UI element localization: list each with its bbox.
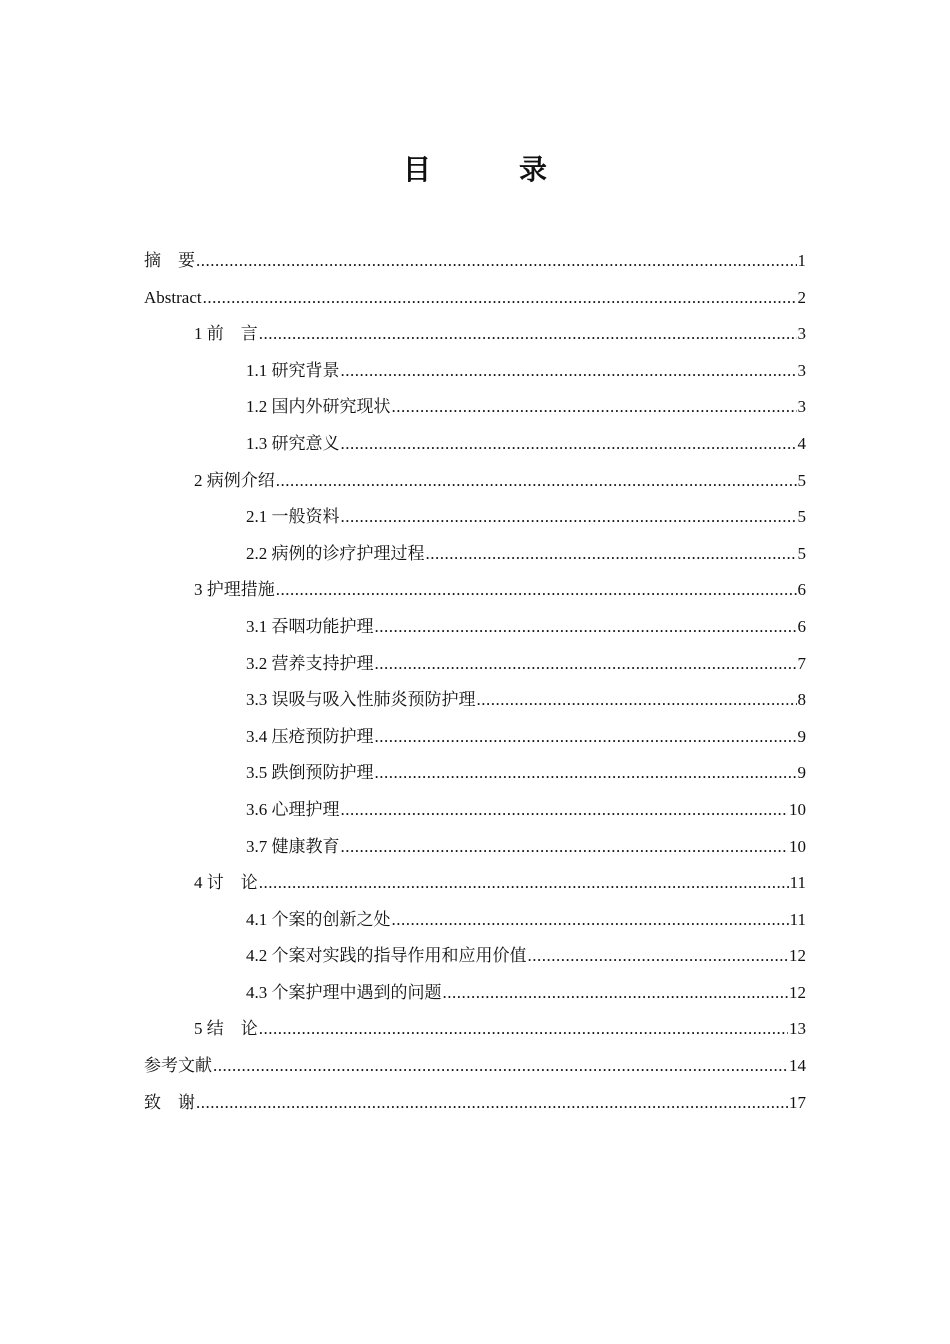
toc-leader-dots <box>375 609 797 646</box>
toc-leader-dots <box>259 1011 788 1048</box>
toc-entry-text: 3.4 压疮预防护理 <box>246 726 374 746</box>
toc-page-number: 4 <box>797 433 806 453</box>
toc-entry-text: 4 讨 论 <box>194 873 258 893</box>
toc-leader-dots <box>259 316 797 353</box>
toc-entry-text: 3.6 心理护理 <box>246 799 340 819</box>
toc-leader-dots <box>196 243 797 280</box>
toc-entry-text: 参考文献 <box>144 1056 212 1076</box>
toc-entry-text: 3.5 跌倒预防护理 <box>246 763 374 783</box>
toc-page-number: 9 <box>797 763 806 783</box>
toc-page-number: 3 <box>797 324 806 344</box>
toc-entry-chapter-5[interactable] <box>144 1011 806 1048</box>
toc-entry-acknowledgements[interactable] <box>144 1085 806 1122</box>
toc-entry-references[interactable] <box>144 1048 806 1085</box>
toc-entry-section-3-5[interactable] <box>144 755 806 792</box>
toc-entry-chapter-1[interactable] <box>144 316 806 353</box>
toc-entry-section-1-1[interactable] <box>144 353 806 390</box>
toc-leader-dots <box>341 792 789 829</box>
toc-leader-dots <box>392 902 789 939</box>
toc-entry-section-1-3[interactable] <box>144 426 806 463</box>
toc-entry-section-4-2[interactable] <box>144 938 806 975</box>
toc-leader-dots <box>213 1048 788 1085</box>
toc-entry-text: 3 护理措施 <box>194 580 275 600</box>
toc-entry-section-3-2[interactable] <box>144 646 806 683</box>
toc-entry-section-1-2[interactable] <box>144 389 806 426</box>
toc-leader-dots <box>443 975 789 1012</box>
toc-page-number: 6 <box>797 580 806 600</box>
toc-entry-text: 1.3 研究意义 <box>246 433 340 453</box>
toc-entry-text: 3.3 误吸与吸入性肺炎预防护理 <box>246 690 476 710</box>
toc-leader-dots <box>528 938 789 975</box>
toc-leader-dots <box>259 865 789 902</box>
toc-entry-text: 2 病例介绍 <box>194 470 275 490</box>
toc-entry-text: 3.1 吞咽功能护理 <box>246 616 374 636</box>
toc-entry-text: 4.3 个案护理中遇到的问题 <box>246 982 442 1002</box>
toc-page-number: 14 <box>789 1056 806 1076</box>
toc-page-number: 1 <box>797 251 806 270</box>
toc-entry-section-2-1[interactable] <box>144 499 806 536</box>
toc-page-number: 8 <box>797 690 806 710</box>
toc-entry-abstract-en[interactable] <box>144 280 806 317</box>
toc-page-number: 17 <box>789 1092 806 1112</box>
toc-entry-text: 4.2 个案对实践的指导作用和应用价值 <box>246 946 527 966</box>
toc-leader-dots <box>341 426 797 463</box>
toc-entry-abstract-cn[interactable] <box>144 243 806 280</box>
toc-entry-text: 3.2 营养支持护理 <box>246 653 374 673</box>
toc-leader-dots <box>341 353 797 390</box>
toc-entry-text: 1.1 研究背景 <box>246 360 340 380</box>
toc-entry-text: 5 结 论 <box>194 1019 258 1039</box>
toc-page-number: 7 <box>797 653 806 673</box>
toc-entry-section-3-7[interactable] <box>144 829 806 866</box>
toc-page-number: 11 <box>789 909 806 929</box>
toc-entry-text: Abstract <box>144 287 202 307</box>
toc-leader-dots <box>276 572 797 609</box>
toc-leader-dots <box>426 536 797 573</box>
toc-entry-text: 1.2 国内外研究现状 <box>246 397 391 417</box>
toc-leader-dots <box>375 646 797 683</box>
toc-leader-dots <box>375 755 797 792</box>
toc-entry-section-3-3[interactable] <box>144 682 806 719</box>
toc-entry-section-4-1[interactable] <box>144 902 806 939</box>
table-of-contents <box>144 243 806 1121</box>
toc-leader-dots <box>392 389 797 426</box>
toc-page-number: 5 <box>797 543 806 563</box>
toc-page-number: 12 <box>789 946 806 966</box>
toc-entry-section-3-4[interactable] <box>144 719 806 756</box>
toc-entry-text: 2.2 病例的诊疗护理过程 <box>246 543 425 563</box>
toc-page-number: 5 <box>797 507 806 527</box>
toc-leader-dots <box>276 463 797 500</box>
toc-page-number: 3 <box>797 360 806 380</box>
toc-page-number: 11 <box>789 873 806 893</box>
toc-entry-chapter-2[interactable] <box>144 463 806 500</box>
toc-entry-section-4-3[interactable] <box>144 975 806 1012</box>
toc-entry-section-3-6[interactable] <box>144 792 806 829</box>
toc-leader-dots <box>341 499 797 536</box>
toc-page-number: 13 <box>789 1019 806 1039</box>
toc-page-number: 5 <box>797 470 806 490</box>
toc-entry-text: 4.1 个案的创新之处 <box>246 909 391 929</box>
toc-entry-text: 2.1 一般资料 <box>246 507 340 527</box>
toc-entry-text: 3.7 健康教育 <box>246 836 340 856</box>
toc-page-number: 12 <box>789 982 806 1002</box>
toc-leader-dots <box>477 682 797 719</box>
toc-leader-dots <box>196 1085 788 1122</box>
toc-entry-text: 致 谢 <box>144 1092 195 1112</box>
toc-entry-section-2-2[interactable] <box>144 536 806 573</box>
toc-page-number: 2 <box>797 287 806 307</box>
toc-leader-dots <box>203 280 797 317</box>
page-title: 目 录 <box>402 153 577 186</box>
toc-leader-dots <box>341 829 789 866</box>
toc-page-number: 6 <box>797 616 806 636</box>
toc-page-number: 3 <box>797 397 806 417</box>
toc-entry-chapter-4[interactable] <box>144 865 806 902</box>
toc-leader-dots <box>375 719 797 756</box>
toc-page-number: 10 <box>789 799 806 819</box>
toc-page-number: 9 <box>797 726 806 746</box>
toc-page-number: 10 <box>789 836 806 856</box>
toc-entry-chapter-3[interactable] <box>144 572 806 609</box>
toc-entry-section-3-1[interactable] <box>144 609 806 646</box>
toc-entry-text: 摘 要 <box>144 251 195 270</box>
toc-entry-text: 1 前 言 <box>194 324 258 344</box>
